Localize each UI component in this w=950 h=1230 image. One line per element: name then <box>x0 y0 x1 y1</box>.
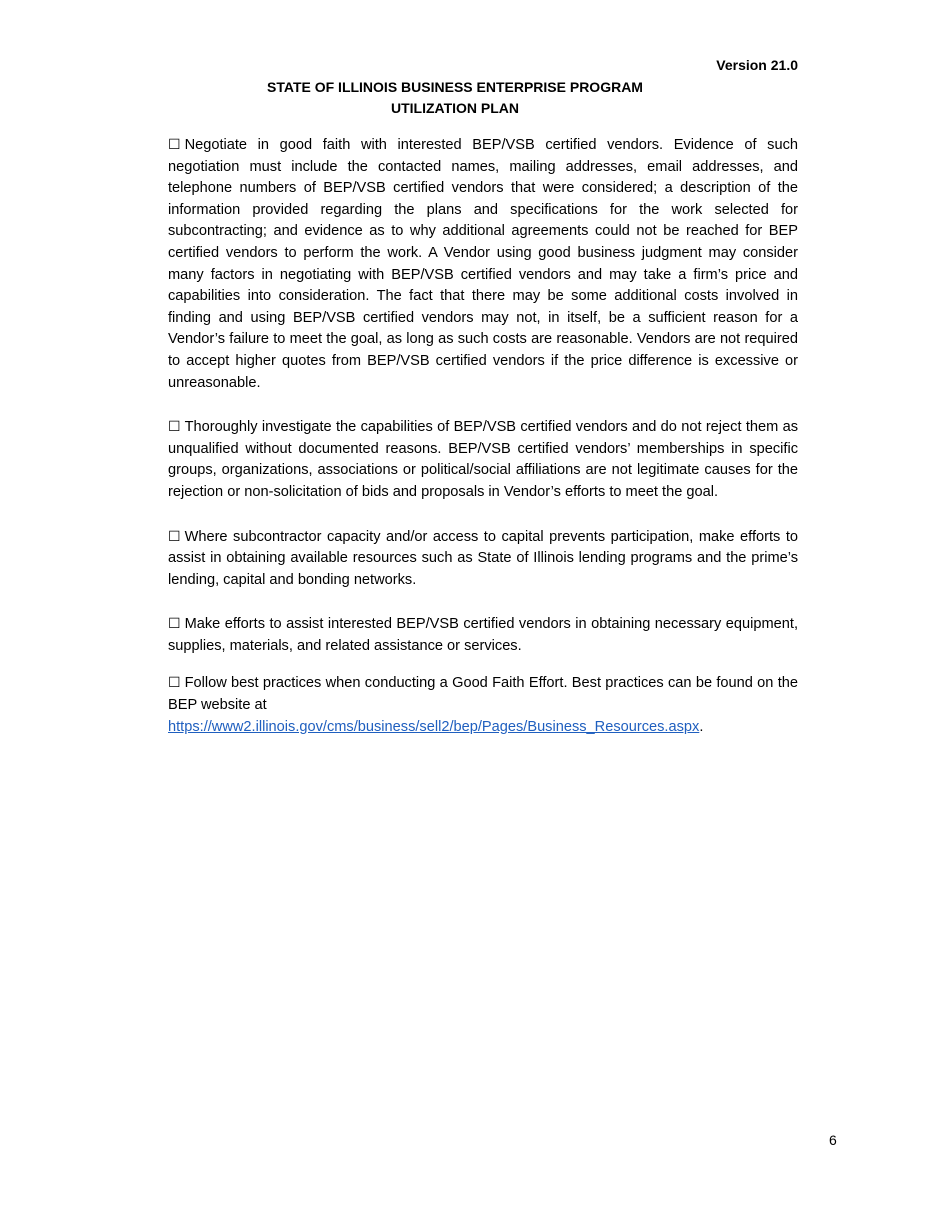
title-line-2: UTILIZATION PLAN <box>390 100 520 116</box>
checkbox-icon[interactable]: ☐ <box>168 137 181 153</box>
checkbox-icon[interactable]: ☐ <box>168 528 181 545</box>
checkbox-icon[interactable]: ☐ <box>168 675 181 692</box>
title-line-1: STATE OF ILLINOIS BUSINESS ENTERPRISE PROGRAM <box>267 79 643 95</box>
checklist-item <box>168 614 798 657</box>
checklist-item <box>168 673 798 738</box>
checklist-item-text: Where subcontractor capacity and/or access to capital prevents participation, make efforts to assist in obtaining available resources such as State of Illinois lending programs and the prime’s lending, capital and bonding networks. <box>168 528 798 588</box>
page-number: 6 <box>829 1132 837 1148</box>
checkbox-icon[interactable]: ☐ <box>168 616 181 633</box>
checklist-item-text: Negotiate in good faith with interested BEP/VSB certified vendors. Evidence of such negotiation must include the contacted names, mailing addresses, email addresses, and telephone numbers of BEP/VSB certified vendors that were considered; a description of the information provided regarding the plans and specifications for the work selected for subcontracting; and evidence as to why additional agreements could not be reached for BEP certified vendors to perform the work. A Vendor using good business judgment may consider many factors in negotiating with BEP/VSB certified vendors and may take a firm’s price and capabilities into consideration. The fact that there may be some additional costs involved in finding and using BEP/VSB certified vendors may not, in itself, be a sufficient reason for a Vendor’s failure to meet the goal, as long as such costs are reasonable. Vendors are not required to accept higher quotes from BEP/VSB certified vendors if the price difference is excessive or unreasonable. <box>168 137 798 391</box>
checklist-item-text: Thoroughly investigate the capabilities of BEP/VSB certified vendors and do not reject them as unqualified without documented reasons. BEP/VSB certified vendors’ memberships in specific groups, organizations, associations or political/social affiliations are not legitimate causes for the rejection or non-solicitation of bids and proposals in Vendor’s efforts to meet the goal. <box>168 419 798 500</box>
checklist-item-text: Make efforts to assist interested BEP/VSB certified vendors in obtaining necessary equipment, supplies, materials, and related assistance or services. <box>168 616 798 654</box>
checklist <box>168 135 798 738</box>
checklist-item-text: Follow best practices when conducting a Good Faith Effort. Best practices can be found on the BEP website at <box>168 675 798 714</box>
checklist-item <box>168 527 798 592</box>
checklist-item <box>168 135 798 394</box>
bep-resources-link[interactable]: https://www2.illinois.gov/cms/business/sell2/bep/Pages/Business_Resources.aspx <box>168 718 700 735</box>
link-punctuation: . <box>699 718 704 735</box>
checklist-item <box>168 417 798 503</box>
version-label: Version 21.0 <box>716 57 798 73</box>
document-title <box>170 77 740 119</box>
checkbox-icon[interactable]: ☐ <box>168 419 181 436</box>
